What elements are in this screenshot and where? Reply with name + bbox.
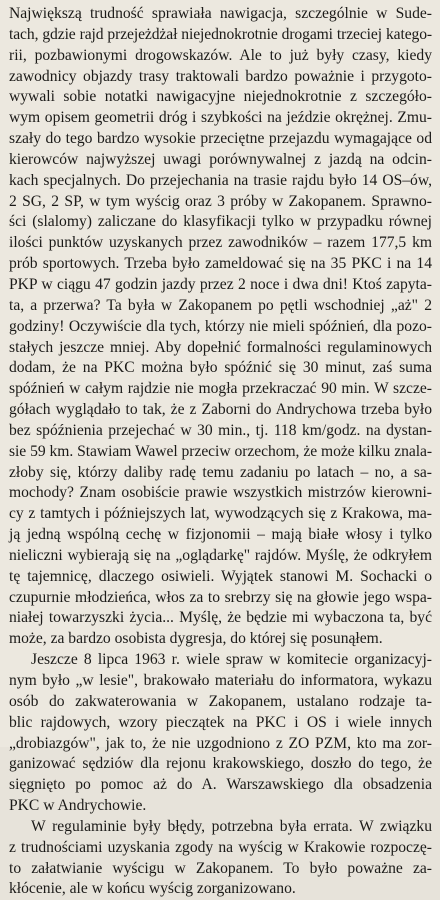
text-line: to załatwianie wyścigu w Zakopanem. To było poważne za-: [9, 859, 432, 877]
text-line: bez spóźnienia przejechać w 30 min., tj. 118 km/godz. na dystan-: [9, 421, 432, 439]
text-line: sięgnięto po pomoc aż do A. Warszawskiego dla obsadzenia: [9, 776, 432, 794]
text-line: Jeszcze 8 lipca 1963 r. wiele spraw w komitecie organizacyj-: [31, 651, 432, 669]
text-line: wywali sobie notatki nawigacyjne niejednokrotnie z szczegóło-: [9, 88, 432, 106]
text-line: z trudnościami uzyskania zgody na wyścig w Krakowie rozpoczę-: [9, 838, 432, 856]
text-line: stałych jeszcze mniej. Aby dopełnić formalności regulaminowych: [9, 338, 432, 356]
text-line: może, za bardzo osobista dygresja, do której się posunąłem.: [9, 630, 383, 648]
text-line: zawodnicy objazdy trasy traktowali bardzo poważnie i przygoto-: [9, 67, 432, 85]
text-line: PKP w ciągu 47 godzin jazdy przez 2 noce i dwa dni! Ktoś zapyta-: [9, 275, 432, 293]
text-line: wym opisem geometrii dróg i szybkości na jeździe okrężnej. Zmu-: [9, 109, 432, 127]
text-line: rii, pozbawionymi drogowskazów. Ale to już były czasy, kiedy: [9, 46, 432, 64]
text-line: ta, a przerwa? Ta była w Zakopanem po pętli wschodniej „aż" 2: [9, 296, 432, 314]
text-line: gółach wyglądało to tak, że z Zaborni do Andrychowa trzeba było: [9, 401, 432, 419]
text-line: mochody? Znam osobiście prawie wszystkich mistrzów kierowni-: [9, 484, 432, 502]
text-line: kłócenie, ale w końcu wyścig zorganizowano.: [9, 880, 296, 898]
text-line: osób do zakwaterowania w Zakopanem, ustalano rodzaje ta-: [9, 692, 432, 710]
text-line: niałej towarzyszki życia... Myślę, że będzie mi wybaczona ta, być: [9, 609, 432, 627]
text-line: ganizować sędziów dla rejonu krakowskiego, doszło do tego, że: [9, 755, 432, 773]
text-line: sie 59 km. Stawiam Wawel przeciw orzechom, że może kilku znala-: [9, 442, 432, 460]
paragraph-2: [9, 650, 432, 817]
text-line: czupurnie młodzieńca, włos za to srebrzy się na głowie jego wspa-: [9, 588, 432, 606]
text-line: szały do tego bardzo wysokie przeciętne przejazdu wymagające od: [9, 130, 432, 148]
text-line: blic rajdowych, wzory pieczątek na PKC i OS i wiele innych: [9, 713, 432, 731]
text-line: tach, gdzie rajd przejeżdżał niejednokrotnie drogami trzeciej katego-: [9, 25, 432, 43]
text-line: cy z tamtych i późniejszych lat, wywodzących się z Krakowa, ma-: [9, 505, 432, 523]
text-line: kach specjalnych. Do przejechania na trasie rajdu było 14 OS–ów,: [9, 171, 432, 189]
text-line: kierowców najwyższej uwagi porównywalnej z jazdą na odcin-: [9, 150, 432, 168]
text-line: dodam, że na PKC można było spóźnić się 30 minut, zaś suma: [9, 359, 432, 377]
text-line: ilości punktów uzyskanych przez zawodników – razem 177,5 km: [9, 234, 432, 252]
text-line: złoby się, którzy daliby radę temu zadaniu po latach – no, a sa-: [9, 463, 432, 481]
text-line: nym było „w lesie", brakowało materiału do informatora, wykazu: [9, 672, 432, 689]
text-line: PKC w Andrychowie.: [9, 797, 147, 815]
text-line: ją jedną wspólną cechę w fizjonomii – mają białe włosy i tylko: [9, 526, 432, 544]
text-line: 2 SG, 2 SP, w tym wyścig oraz 3 próby w Zakopanem. Sprawno-: [9, 192, 432, 210]
text-line: tę tajemnicę, dlaczego osiwieli. Wyjątek stanowi M. Sochacki o: [9, 567, 432, 585]
text-line: W regulaminie były błędy, potrzebna była errata. W związku: [31, 817, 432, 835]
text-line: „drobiazgów", jak to, że nie uzgodniono z ZO PZM, kto ma zor-: [9, 734, 432, 752]
text-line: godziny! Oczywiście dla tych, którzy nie mieli spóźnień, dla pozo-: [9, 317, 432, 335]
text-line: spóźnień w całym rajdzie nie mogła przekraczać 90 min. W szcze-: [9, 380, 432, 398]
text-line: ści (slalomy) zaliczane do klasyfikacji tylko w przypadku równej: [9, 213, 432, 231]
text-line: prób sportowych. Trzeba było zameldować się na 35 PKC i na 14: [9, 255, 432, 273]
text-line: nieliczni wybierają się na „oglądarkę" rajdów. Myślę, że odkryłem: [9, 546, 432, 564]
paragraph-3: [9, 817, 432, 900]
paragraph-1: [9, 4, 432, 650]
text-line: Największą trudność sprawiała nawigacja, szczególnie w Sude-: [9, 5, 432, 22]
